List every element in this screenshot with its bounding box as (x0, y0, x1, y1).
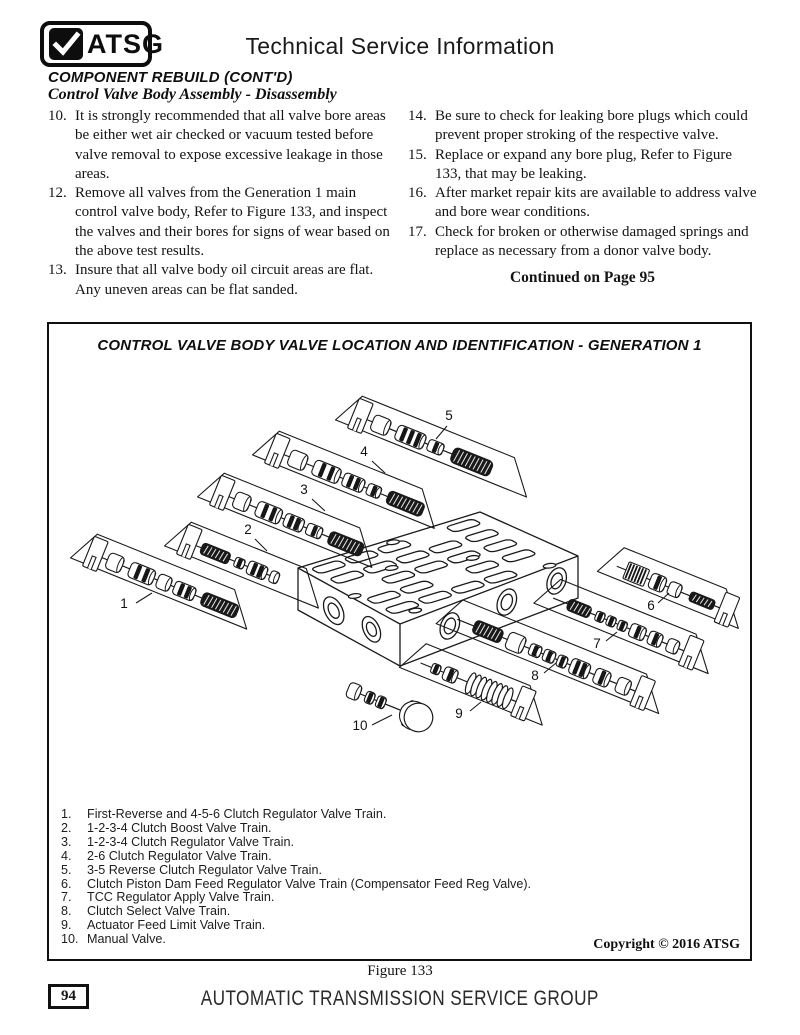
instruction-item (408, 223, 757, 262)
legend-text: TCC Regulator Apply Valve Train. (87, 890, 275, 905)
page-number: 94 (48, 984, 89, 1009)
train-label: 4 (359, 444, 368, 459)
instruction-item (408, 184, 757, 223)
valve-train-6 (596, 542, 750, 631)
item-text: Be sure to check for leaking bore plugs which could prevent proper stroking of the respective valve. (435, 108, 748, 144)
figure-box (47, 322, 752, 961)
item-text: Insure that all valve body oil circuit areas are flat. Any uneven areas can be flat sanded. (75, 262, 374, 298)
legend-number: 3. (61, 834, 72, 849)
instruction-item (408, 107, 757, 146)
valve-diagram (50, 356, 750, 808)
logo-text: ATSG (87, 28, 164, 59)
figure-title: CONTROL VALVE BODY VALVE LOCATION AND IDENTIFICATION - GENERATION 1 (97, 337, 702, 354)
legend-item (61, 808, 750, 822)
section-heading: COMPONENT REBUILD (CONT'D) (48, 69, 293, 86)
legend-item (61, 919, 750, 933)
legend-text: 3-5 Reverse Clutch Regulator Valve Train. (87, 862, 322, 877)
footer-group-name (0, 987, 800, 1011)
legend-text: Actuator Feed Limit Valve Train. (87, 918, 266, 933)
legend-item (61, 850, 750, 864)
instruction-item (48, 184, 397, 261)
instructions (48, 107, 757, 300)
footer-group-name-text: AUTOMATIC TRANSMISSION SERVICE GROUP (200, 987, 600, 1010)
page-title: Technical Service Information (245, 33, 555, 59)
legend-text: Clutch Piston Dam Feed Regulator Valve Train (Compensator Feed Reg Valve). (87, 876, 532, 891)
legend-item (61, 836, 750, 850)
legend-number: 10. (61, 932, 79, 947)
item-number: 10. (48, 108, 67, 124)
instructions-left-column (48, 107, 397, 300)
legend-text: 2-6 Clutch Regulator Valve Train. (87, 848, 272, 863)
legend-item (61, 905, 750, 919)
legend-number: 4. (61, 848, 72, 863)
item-text: Replace or expand any bore plug, Refer to Figure 133, that may be leaking. (435, 146, 732, 182)
instructions-right-column (408, 107, 757, 300)
item-number: 14. (408, 108, 427, 124)
figure-legend (61, 808, 750, 947)
legend-text: 1-2-3-4 Clutch Regulator Valve Train. (87, 834, 294, 849)
legend-item (61, 891, 750, 905)
legend-number: 1. (61, 807, 72, 821)
legend-text: Clutch Select Valve Train. (87, 904, 231, 919)
copyright-notice: Copyright © 2016 ATSG (593, 937, 740, 952)
train-label: 5 (444, 408, 453, 423)
instruction-item (408, 146, 757, 185)
item-text: After market repair kits are available to address valve and bore wear conditions. (435, 185, 757, 221)
item-text: It is strongly recommended that all valve bore areas be either wet air checked or vacuum tested before valve removal to expose excessive leakage in those areas. (75, 108, 386, 182)
continued-note: Continued on Page 95 (509, 269, 656, 287)
legend-number: 6. (61, 876, 72, 891)
train-label: 7 (592, 636, 601, 651)
item-number: 13. (48, 262, 67, 279)
train-label: 9 (454, 706, 463, 721)
subsection-heading: Control Valve Body Assembly - Disassembly (48, 86, 337, 103)
item-number: 16. (408, 185, 427, 202)
legend-number: 8. (61, 904, 72, 919)
item-number: 15. (408, 146, 427, 163)
instruction-item (48, 107, 397, 184)
item-number: 12. (48, 185, 67, 202)
instruction-item (48, 261, 397, 300)
train-label: 10 (351, 718, 368, 733)
figure-caption: Figure 133 (367, 963, 433, 979)
legend-item (61, 864, 750, 878)
train-label: 6 (646, 598, 655, 613)
item-number: 17. (408, 223, 427, 240)
train-label: 3 (299, 482, 308, 497)
legend-number: 5. (61, 862, 72, 877)
legend-text: 1-2-3-4 Clutch Boost Valve Train. (87, 820, 272, 835)
valve-train-1 (69, 528, 258, 632)
legend-number: 2. (61, 820, 72, 835)
train-label: 2 (243, 522, 252, 537)
legend-text: Manual Valve. (87, 932, 166, 947)
legend-number: 9. (61, 918, 72, 933)
item-text: Remove all valves from the Generation 1 main control valve body, Refer to Figure 133, and inspect the valves and their bores for signs of wear based on the above test results. (75, 185, 390, 260)
legend-text: First-Reverse and 4-5-6 Clutch Regulator Valve Train. (87, 807, 387, 821)
train-label: 8 (530, 668, 539, 683)
item-text: Check for broken or otherwise damaged springs and replace as necessary from a donor valve body. (435, 223, 749, 260)
legend-item (61, 822, 750, 836)
legend-number: 7. (61, 890, 72, 905)
train-label: 1 (119, 596, 128, 611)
legend-item (61, 878, 750, 892)
